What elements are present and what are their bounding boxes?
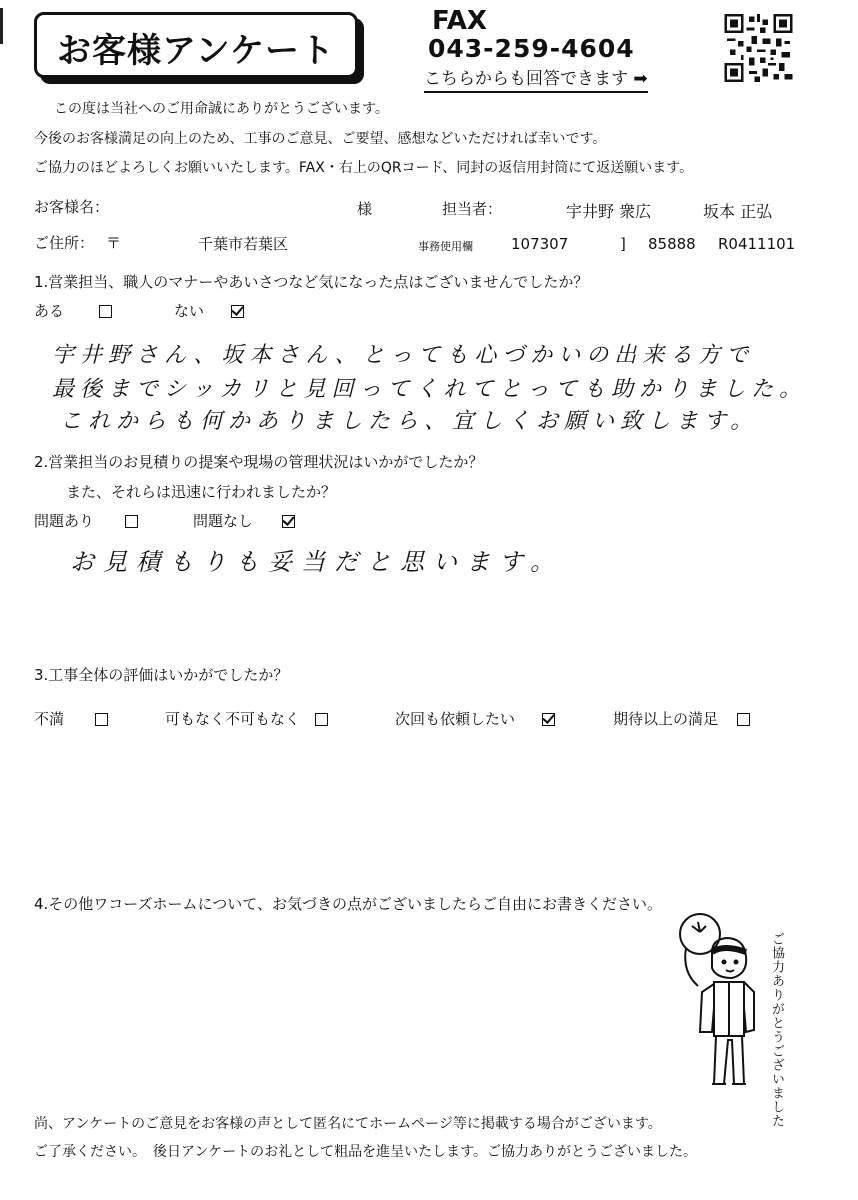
fax-note: こちらからも回答できます ➡	[424, 64, 648, 93]
qr-code-icon[interactable]	[721, 14, 796, 82]
scan-edge-mark	[0, 8, 3, 44]
staff-name-2: 坂本 正弘	[703, 202, 773, 221]
q1-question: 1.営業担当、職人のマナーやあいさつなど気になった点はございませんでしたか？	[34, 273, 589, 291]
fax-number: 043-259-4604	[428, 34, 635, 63]
footer-line-2: ご了承ください。 後日アンケートのお礼として粗品を進呈いたします。ご協力ありがとうございました。	[34, 1144, 698, 1160]
q1-no-checkbox[interactable]	[231, 305, 244, 318]
customer-name-label: お客様名：	[34, 198, 110, 216]
q3-option-1-checkbox[interactable]	[95, 713, 108, 726]
q3-option-3[interactable]	[395, 708, 555, 729]
q3-option-1-label: 不満	[34, 710, 65, 728]
survey-title: お客様アンケート	[57, 31, 335, 71]
intro-line-1: この度は当社へのご用命誠にありがとうございます。	[54, 101, 389, 117]
intro-line-3: ご協力のほどよろしくお願いいたします。FAX・右上のQRコード、同封の返信用封筒にて返送願います。	[34, 160, 694, 176]
office-code-1: 107307	[511, 235, 569, 253]
office-code-sep: ]	[620, 235, 626, 253]
customer-honorific: 様	[357, 200, 373, 218]
q1-option-no-label: ない	[174, 302, 205, 320]
staff-label: 担当者：	[442, 200, 503, 218]
q1-answer-line-3: これからも何かありましたら、宜しくお願い致します。	[60, 409, 759, 434]
footer-line-1: 尚、アンケートのご意見をお客様の声として匿名にてホームページ等に掲載する場合がございます。	[34, 1116, 662, 1132]
q1-option-yes[interactable]	[34, 300, 112, 321]
q2-question-line-2: また、それらは迅速に行われましたか？	[66, 483, 337, 501]
q3-option-3-label: 次回も依頼したい	[395, 710, 516, 728]
address-value: 千葉市若葉区	[198, 235, 289, 253]
staff-name-1: 宇井野 衆広	[566, 202, 652, 221]
q3-option-4-label: 期待以上の満足	[613, 710, 719, 728]
q3-option-1[interactable]	[34, 708, 108, 729]
survey-title-box	[34, 12, 358, 78]
office-code-3: R0411101	[718, 235, 796, 253]
office-use-label: 事務使用欄	[418, 240, 473, 253]
fax-label: FAX	[432, 6, 487, 36]
q3-option-2-label: 可もなく不可もなく	[165, 710, 301, 728]
mascot-figure-icon	[672, 912, 772, 1102]
intro-line-2: 今後のお客様満足の向上のため、工事のご意見、ご要望、感想などいただければ幸いです。	[34, 131, 607, 147]
q2-no-problem-checkbox[interactable]	[282, 515, 295, 528]
q2-problem-checkbox[interactable]	[125, 515, 138, 528]
q4-question: 4.その他ワコーズホームについて、お気づきの点がございましたらご自由にお書きください。	[34, 895, 662, 913]
q1-yes-checkbox[interactable]	[99, 305, 112, 318]
address-label: ご住所：	[34, 234, 95, 252]
q3-option-4-checkbox[interactable]	[737, 713, 750, 726]
q1-answer-line-2: 最後までシッカリと見回ってくれてとっても助かりました。	[52, 377, 808, 402]
q2-option-no-problem-label: 問題なし	[193, 512, 254, 530]
office-code-2: 85888	[648, 235, 696, 253]
q2-answer-line-1: お見積もりも妥当だと思います。	[70, 548, 564, 576]
q2-option-problem[interactable]	[34, 510, 138, 531]
q3-question: 3.工事全体の評価はいかがでしたか？	[34, 666, 289, 684]
postal-mark: 〒	[106, 234, 122, 252]
q2-option-problem-label: 問題あり	[34, 512, 95, 530]
q1-option-yes-label: ある	[34, 302, 65, 320]
q3-option-2-checkbox[interactable]	[315, 713, 328, 726]
q2-question-line-1: 2.営業担当のお見積りの提案や現場の管理状況はいかがでしたか？	[34, 453, 484, 471]
q3-option-3-checkbox[interactable]	[542, 713, 555, 726]
thanks-vertical-note: ご協力ありがとうございました	[769, 932, 784, 1128]
q2-option-no-problem[interactable]	[193, 510, 295, 531]
q1-answer-line-1: 宇井野さん、坂本さん、とっても心づかいの出来る方で	[52, 343, 755, 368]
q1-option-no[interactable]	[174, 300, 244, 321]
q3-option-2[interactable]	[165, 708, 328, 729]
q3-option-4[interactable]	[613, 708, 750, 729]
